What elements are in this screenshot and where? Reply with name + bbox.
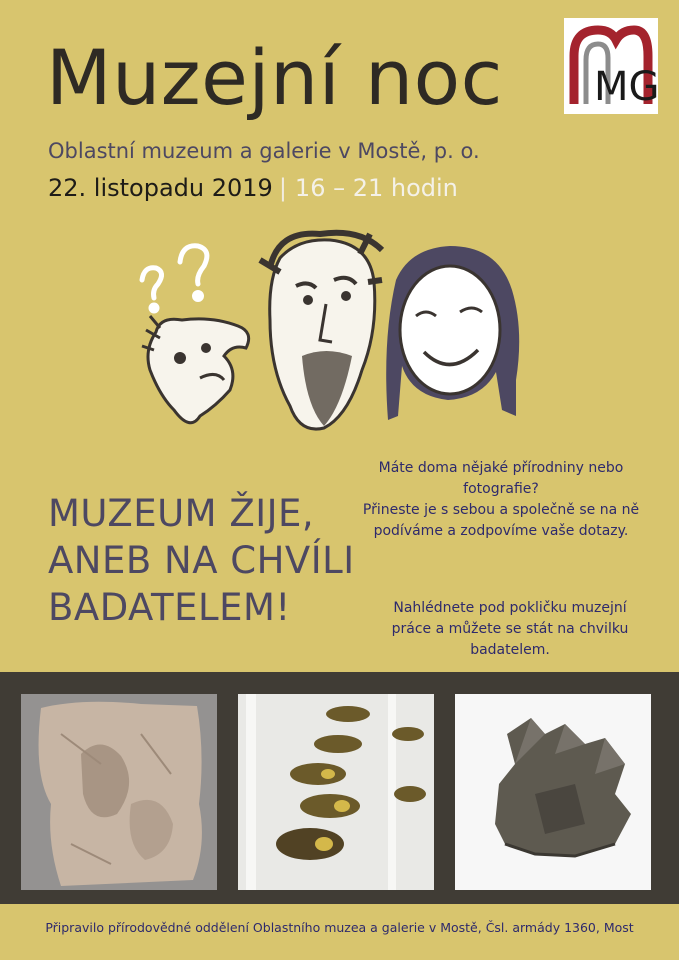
event-hours: 16 – 21 hodin xyxy=(294,174,458,202)
headline xyxy=(48,490,355,631)
museum-name: Oblastní muzeum a galerie v Mostě, p. o. xyxy=(48,139,480,163)
headline-line-2: ANEB NA CHVÍLI xyxy=(48,539,355,582)
info1-line: podíváme a zodpovíme vaše dotazy. xyxy=(373,523,629,539)
logo-lettering: MG xyxy=(594,64,658,110)
footer-credit: Připravilo přírodovědné oddělení Oblastního muzea a galerie v Mostě, Čsl. armády 1360, Most xyxy=(45,920,634,935)
info2-line: Nahlédnete pod pokličku muzejní xyxy=(393,600,627,616)
mineral-crystal-photo xyxy=(455,694,651,890)
info-paragraph-2 xyxy=(350,598,670,661)
creature-face-icon xyxy=(142,316,249,423)
event-date: 22. listopadu 2019 xyxy=(48,174,273,202)
museum-logo xyxy=(564,18,658,114)
insect-collection-photo xyxy=(238,694,434,890)
question-marks-icon xyxy=(142,246,207,311)
cartoon-faces-illustration xyxy=(120,220,560,470)
info1-line: Máte doma nějaké přírodniny nebo fotografie? xyxy=(378,460,624,497)
info1-line: Přineste je s sebou a společně se na ně xyxy=(362,502,640,518)
fossil-leaf-photo xyxy=(21,694,217,890)
info-paragraph-1 xyxy=(340,458,662,542)
headline-line-1: MUZEUM ŽIJE, xyxy=(48,492,315,535)
info2-line: práce a můžete se stát na chvilku badatelem. xyxy=(391,621,629,658)
headline-line-3: BADATELEM! xyxy=(48,586,291,629)
smiling-girl-icon xyxy=(386,246,519,420)
bearded-face-icon xyxy=(260,233,382,429)
date-separator: | xyxy=(278,174,287,202)
event-dateline xyxy=(48,174,458,202)
page-title: Muzejní noc xyxy=(46,33,503,122)
